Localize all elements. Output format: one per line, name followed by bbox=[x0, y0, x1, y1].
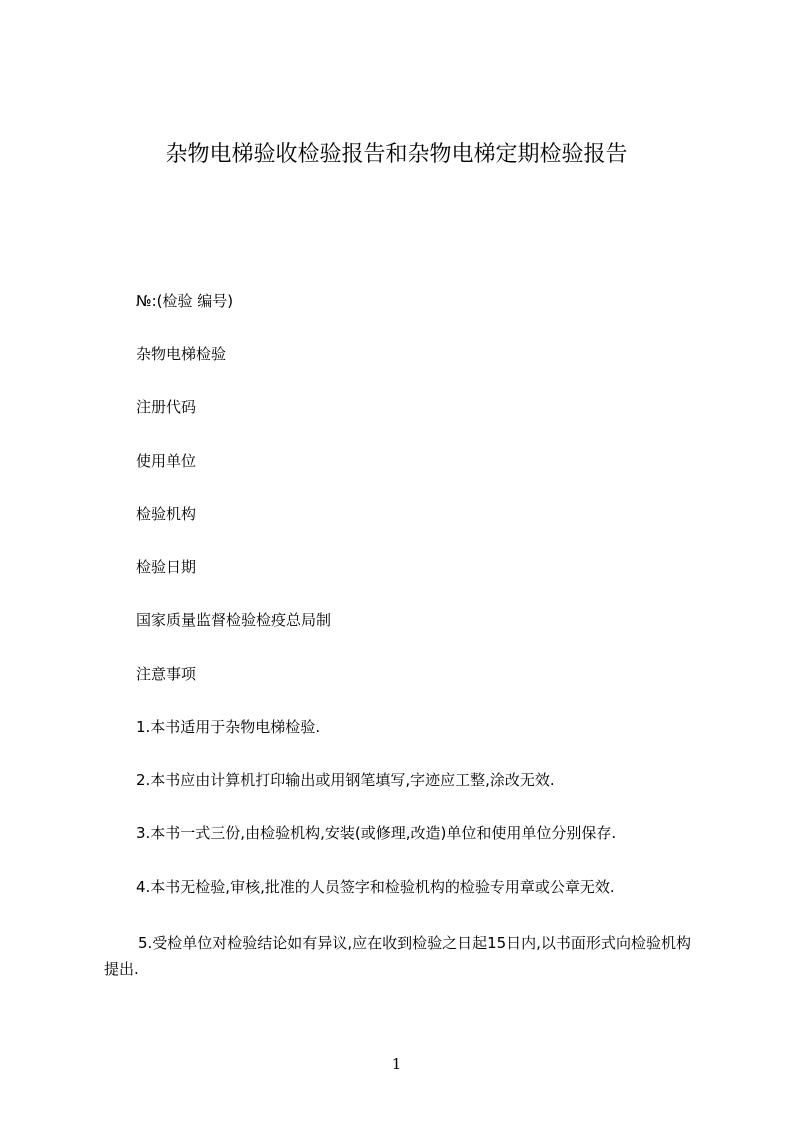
note-item: 2.本书应由计算机打印输出或用钢笔填写,字迹应工整,涂改无效. bbox=[136, 771, 555, 789]
user-unit-field: 使用单位 bbox=[136, 452, 197, 470]
note-item: 5.受检单位对检验结论如有异议,应在收到检验之日起15日内,以书面形式向检验机构提出. bbox=[104, 934, 691, 978]
note-item: 4.本书无检验,审核,批准的人员签字和检验机构的检验专用章或公章无效. bbox=[136, 878, 615, 896]
registration-code-field: 注册代码 bbox=[136, 398, 197, 416]
page-number: 1 bbox=[391, 1055, 402, 1073]
inspection-date-field: 检验日期 bbox=[136, 558, 197, 576]
notes-heading: 注意事项 bbox=[136, 665, 197, 683]
note-item: 1.本书适用于杂物电梯检验. bbox=[136, 718, 321, 736]
inspection-agency-field: 检验机构 bbox=[136, 505, 197, 523]
note-item: 3.本书一式三份,由检验机构,安装(或修理,改造)单位和使用单位分别保存. bbox=[136, 824, 617, 842]
report-number-field: №:(检验 编号) bbox=[136, 292, 234, 310]
inspection-type-field: 杂物电梯检验 bbox=[136, 345, 227, 363]
document-title: 杂物电梯验收检验报告和杂物电梯定期检验报告 bbox=[165, 142, 628, 167]
issuing-authority: 国家质量监督检验检疫总局制 bbox=[136, 611, 332, 629]
